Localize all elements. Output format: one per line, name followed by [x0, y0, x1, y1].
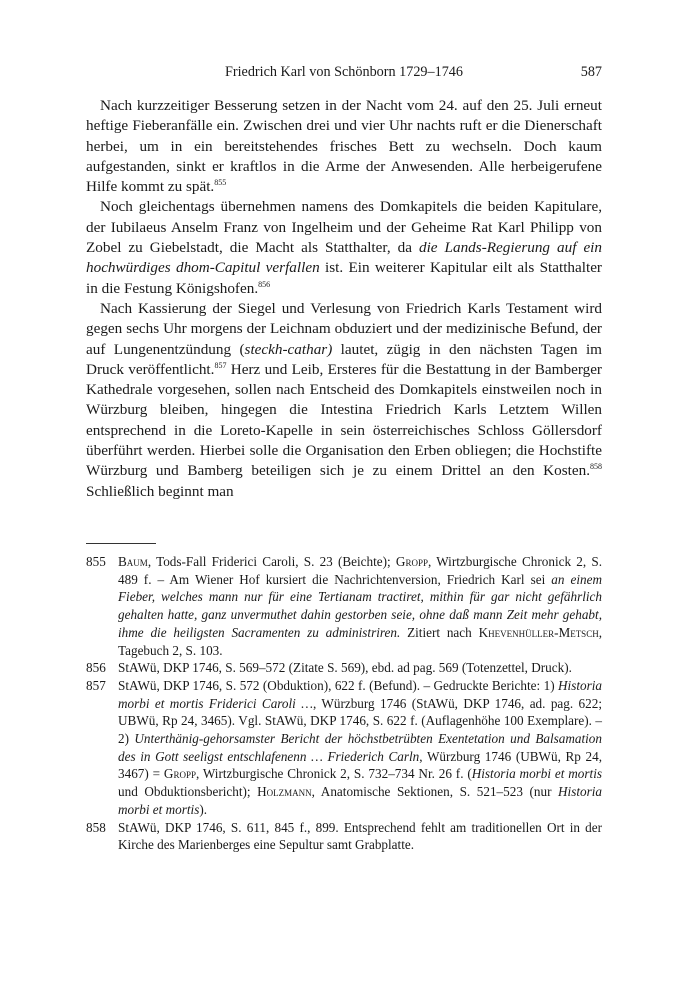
author-name: Holzmann [257, 784, 312, 800]
paragraph-3-text-d: Schließlich beginnt man [86, 482, 234, 500]
running-title: Friedrich Karl von Schönborn 1729–1746 [224, 64, 463, 80]
running-head [86, 60, 602, 84]
paragraph-2 [86, 197, 602, 298]
main-text [86, 96, 602, 502]
footnote-title: Unterthänig-gehorsamster Bericht der höchstbetrübten Exentetation und Balsamation des in Gott seeligst entschlafenenn … Friederich Carln [118, 731, 602, 764]
author-name: Gropp [163, 766, 196, 782]
footnote-segment: StAWü, DKP 1746, S. 572 (Obduktion), 622 f. (Befund). – Gedruckte Berichte: 1) [118, 677, 559, 693]
footnote-856 [86, 659, 602, 677]
footnote-segment: , Wirtzburgische Chronick 2, S. 732–734 Nr. 26 f. ( [195, 766, 472, 782]
footnote-segment: , Wirtzburgische Chronick 2, S. 489 f. – Am Wiener Hof kursiert die Nachrichtenversion, Friedrich Karl sei [118, 554, 602, 587]
author-name: Gropp [395, 554, 428, 569]
footnote-segment: , Anatomische Sektionen, S. 521–523 (nur [311, 784, 559, 800]
footnote-ref-855: 855 [214, 178, 227, 188]
footnote-segment: , Würzburg 1746 (UBWü, Rp 24, 3467) = [118, 748, 602, 782]
footnote-segment: und Obduktionsbericht); [118, 784, 258, 800]
footnote-segment: Zitiert nach [400, 624, 479, 640]
paragraph-2-text-b: ist. Ein weiterer Kapitular eilt als Statthalter in die Festung Königshofen. [86, 259, 602, 297]
footnote-segment: , Würzburg 1746 (StAWü, DKP 1746, ad. pag. 622; UBWü, Rp 24, 3465). Vgl. StAWü, DKP 1746, S. 622 f. (Auflagenhöhe 100 Exemplare). – 2) [118, 695, 603, 747]
footnote-divider [86, 543, 156, 544]
page-number: 587 [580, 64, 602, 80]
footnote-number: 855 [86, 554, 106, 569]
footnote-quote: an einem Fieber, welches mann nur für eine Tertianam tractiret, mithin für gar nicht gefährlich gehalten hatte, ganz unvermuthet dahin gestorben seie, ohne daß mann Zeit mehr gehabt, ihme die heiligsten Sacramenten zu administriren. [118, 571, 602, 640]
paragraph-3-term: steckh-cathar) [244, 340, 333, 358]
footnote-text: StAWü, DKP 1746, S. 569–572 (Zitate S. 569), ebd. ad pag. 569 (Totenzettel, Druck). [118, 660, 572, 676]
footnote-ref-857: 857 [214, 360, 227, 370]
book-page [86, 0, 602, 988]
paragraph-1-text: Nach kurzzeitiger Besserung setzen in der Nacht vom 24. auf den 25. Juli erneut heftige Fieberanfälle ein. Zwischen drei und vier Uhr nachts ruft er die Dienerschaft herbei, um in ein bereitstehendes frisches Bett zu wechseln. Doch kaum aufgestanden, sinkt er kraftlos in die Arme der Anwesenden. Alle herbeigerufene Hilfe kommt zu spät. [86, 97, 602, 196]
paragraph-1 [86, 96, 602, 197]
paragraph-3-text-c: Herz und Leib, Ersteres für die Bestattung in der Bamberger Kathedrale vorgesehen, sollen nach Entscheid des Domkapitels einstweilen noch in Würzburg bleiben, hingegen die Intestina Friedrich Karls Letztem Willen entsprechend in die Loreto-Kapelle in sein österreichisches Schloss Göllersdorf überführt werden. Hierbei solle die Organisation den Erben obliegen; die Hochstifte Würzburg und Bamberg beteiligen sich je zu einem Drittel an den Kosten. [86, 360, 602, 480]
footnote-title: Historia morbi et mortis Friderici Caroli … [118, 677, 602, 711]
footnote-text [118, 553, 602, 659]
footnote-number: 858 [86, 819, 106, 835]
footnote-ref-858: 858 [590, 462, 602, 472]
paragraph-2-quote: die Lands-Regierung auf ein hochwürdiges dhom-Capitul verfallen [86, 239, 602, 277]
paragraph-2-text-a: Noch gleichentags übernehmen namens des Domkapitels die beiden Kapitulare, der Iubilaeus Anselm Franz von Ingelheim und der Geheime Rat Karl Philipp von Zobel zu Giebelstadt, die Macht als Statthalter, da [86, 198, 602, 257]
footnote-title: Historia morbi et mortis [471, 766, 602, 782]
author-name: Baum [118, 554, 148, 569]
footnote-855 [86, 553, 602, 659]
footnote-segment: ). [199, 801, 208, 817]
paragraph-3-text-b: lautet, zügig in den nächsten Tagen im Druck veröffentlicht. [86, 340, 602, 378]
footnote-text: StAWü, DKP 1746, S. 611, 845 f., 899. Entsprechend fehlt am traditionellen Ort in der Kirche des Marienberges eine Sepultur samt Grabplatte. [118, 819, 602, 853]
footnote-857 [86, 677, 602, 819]
footnote-ref-856: 856 [258, 279, 271, 289]
author-name: Khevenhüller-Metsch [478, 624, 599, 640]
footnotes [86, 553, 602, 854]
footnote-number: 856 [86, 660, 106, 676]
footnote-segment: , Tods-Fall Friderici Caroli, S. 23 (Beichte); [147, 554, 396, 569]
footnote-title: Historia morbi et mortis [118, 784, 602, 817]
footnote-text [118, 677, 602, 819]
paragraph-3 [86, 299, 602, 502]
footnote-number: 857 [86, 677, 106, 693]
footnote-858 [86, 819, 602, 854]
footnote-segment: , Tagebuch 2, S. 103. [118, 624, 602, 658]
paragraph-3-text-a: Nach Kassierung der Siegel und Verlesung von Friedrich Karls Testament wird gegen sechs Uhr morgens der Leichnam obduziert und der medizinische Befund, der auf Lungenentzündung ( [86, 299, 602, 358]
